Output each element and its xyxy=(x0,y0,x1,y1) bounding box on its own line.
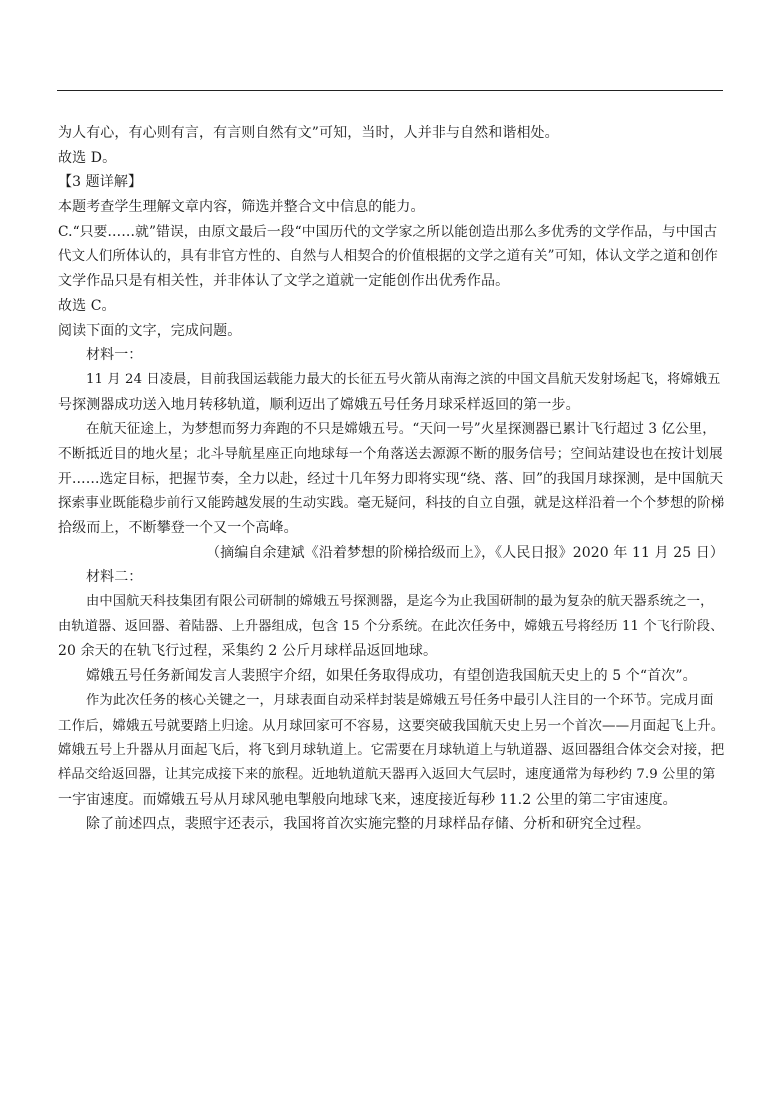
text-line: 文学作品只是有相关性，并非体认了文学之道就一定能创作出优秀作品。 xyxy=(58,273,510,290)
text-line: 11 月 24 日凌晨，目前我国运载能力最大的长征五号火箭从南海之滨的中国文昌航天发射场起飞，将嫦娥五 xyxy=(86,371,721,387)
text-line: 由中国航天科技集团有限公司研制的嫦娥五号探测器，是迄今为止我国研制的最为复杂的航天器系统之一， xyxy=(86,594,714,610)
text-line: 样品交给返回器，让其完成接下来的旅程。近地轨道航天器再入返回大气层时，速度通常为每秒约 7.9 公里的第 xyxy=(58,766,716,782)
text-line: 代文人们所体认的，具有非官方性的、自然与人相契合的价值根据的文学之道有关”可知，体认文学之道和创作 xyxy=(58,248,718,265)
text-line: 开……选定目标，把握节奏，全力以赴，经过十几年努力即将实现“绕、落、回”的我国月球探测，是中国航天 xyxy=(58,470,724,487)
text-line: 材料二： xyxy=(86,569,143,586)
text-line: （摘编自余建斌《沿着梦想的阶梯拾级而上》，《人民日报》2020 年 11 月 25 日） xyxy=(206,544,724,561)
header-rule xyxy=(57,90,723,91)
text-line: 在航天征途上，为梦想而努力奔跑的不只是嫦娥五号。“天问一号”火星探测器已累计飞行超过 3 亿公里， xyxy=(86,421,716,438)
text-line: 工作后，嫦娥五号就要踏上归途。从月球回家可不容易，这要突破我国航天史上另一个首次——月面起飞上升。 xyxy=(58,717,725,734)
text-line: 故选 C。 xyxy=(58,297,116,314)
text-line: 一宇宙速度。而嫦娥五号从月球风驰电掣般向地球飞来，速度接近每秒 11.2 公里的第二宇宙速度。 xyxy=(58,791,677,808)
text-line: 号探测器成功送入地月转移轨道，顺利迈出了嫦娥五号任务月球采样返回的第一步。 xyxy=(58,396,580,413)
text-line: 本题考查学生理解文章内容，筛选并整合文中信息的能力。 xyxy=(58,199,425,216)
text-line: 嫦娥五号上升器从月面起飞后，将飞到月球轨道上。它需要在月球轨道上与轨道器、返回器组合体交会对接，把 xyxy=(58,742,725,759)
document-body xyxy=(58,121,724,837)
text-line: C.“只要……就”错误，由原文最后一段“中国历代的文学家之所以能创造出那么多优秀的文学作品，与中国古 xyxy=(58,223,718,240)
text-line: 材料一： xyxy=(86,347,143,364)
text-line: 不断抵近目的地火星；北斗导航星座正向地球每一个角落送去源源不断的服务信号；空间站建设也在按计划展 xyxy=(58,445,723,462)
text-line: 由轨道器、返回器、着陆器、上升器组成，包含 15 个分系统。在此次任务中，嫦娥五号将经历 11 个飞行阶段、 xyxy=(58,618,724,634)
text-line: 阅读下面的文字，完成问题。 xyxy=(58,322,242,339)
text-line: 【3 题详解】 xyxy=(58,174,143,191)
text-line: 20 余天的在轨飞行过程，采集约 2 公斤月球样品返回地球。 xyxy=(58,643,438,660)
text-line: 作为此次任务的核心关键之一，月球表面自动采样封装是嫦娥五号任务中最引人注目的一个环节。完成月面 xyxy=(86,692,714,708)
text-line: 探索事业既能稳步前行又能跨越发展的生动实践。毫无疑问，科技的自立自强，就是这样沿着一个个梦想的阶梯 xyxy=(58,495,725,512)
text-line: 拾级而上，不断攀登一个又一个高峰。 xyxy=(58,520,298,536)
text-line: 为人有心，有心则有言，有言则自然有文”可知，当时，人并非与自然和谐相处。 xyxy=(58,125,559,141)
text-line: 除了前述四点，裴照宇还表示，我国将首次实施完整的月球样品存储、分析和研究全过程。 xyxy=(86,816,650,833)
text-line: 故选 D。 xyxy=(58,149,117,166)
text-line: 嫦娥五号任务新闻发言人裴照宇介绍，如果任务取得成功，有望创造我国航天史上的 5 个“首次”。 xyxy=(86,668,697,685)
